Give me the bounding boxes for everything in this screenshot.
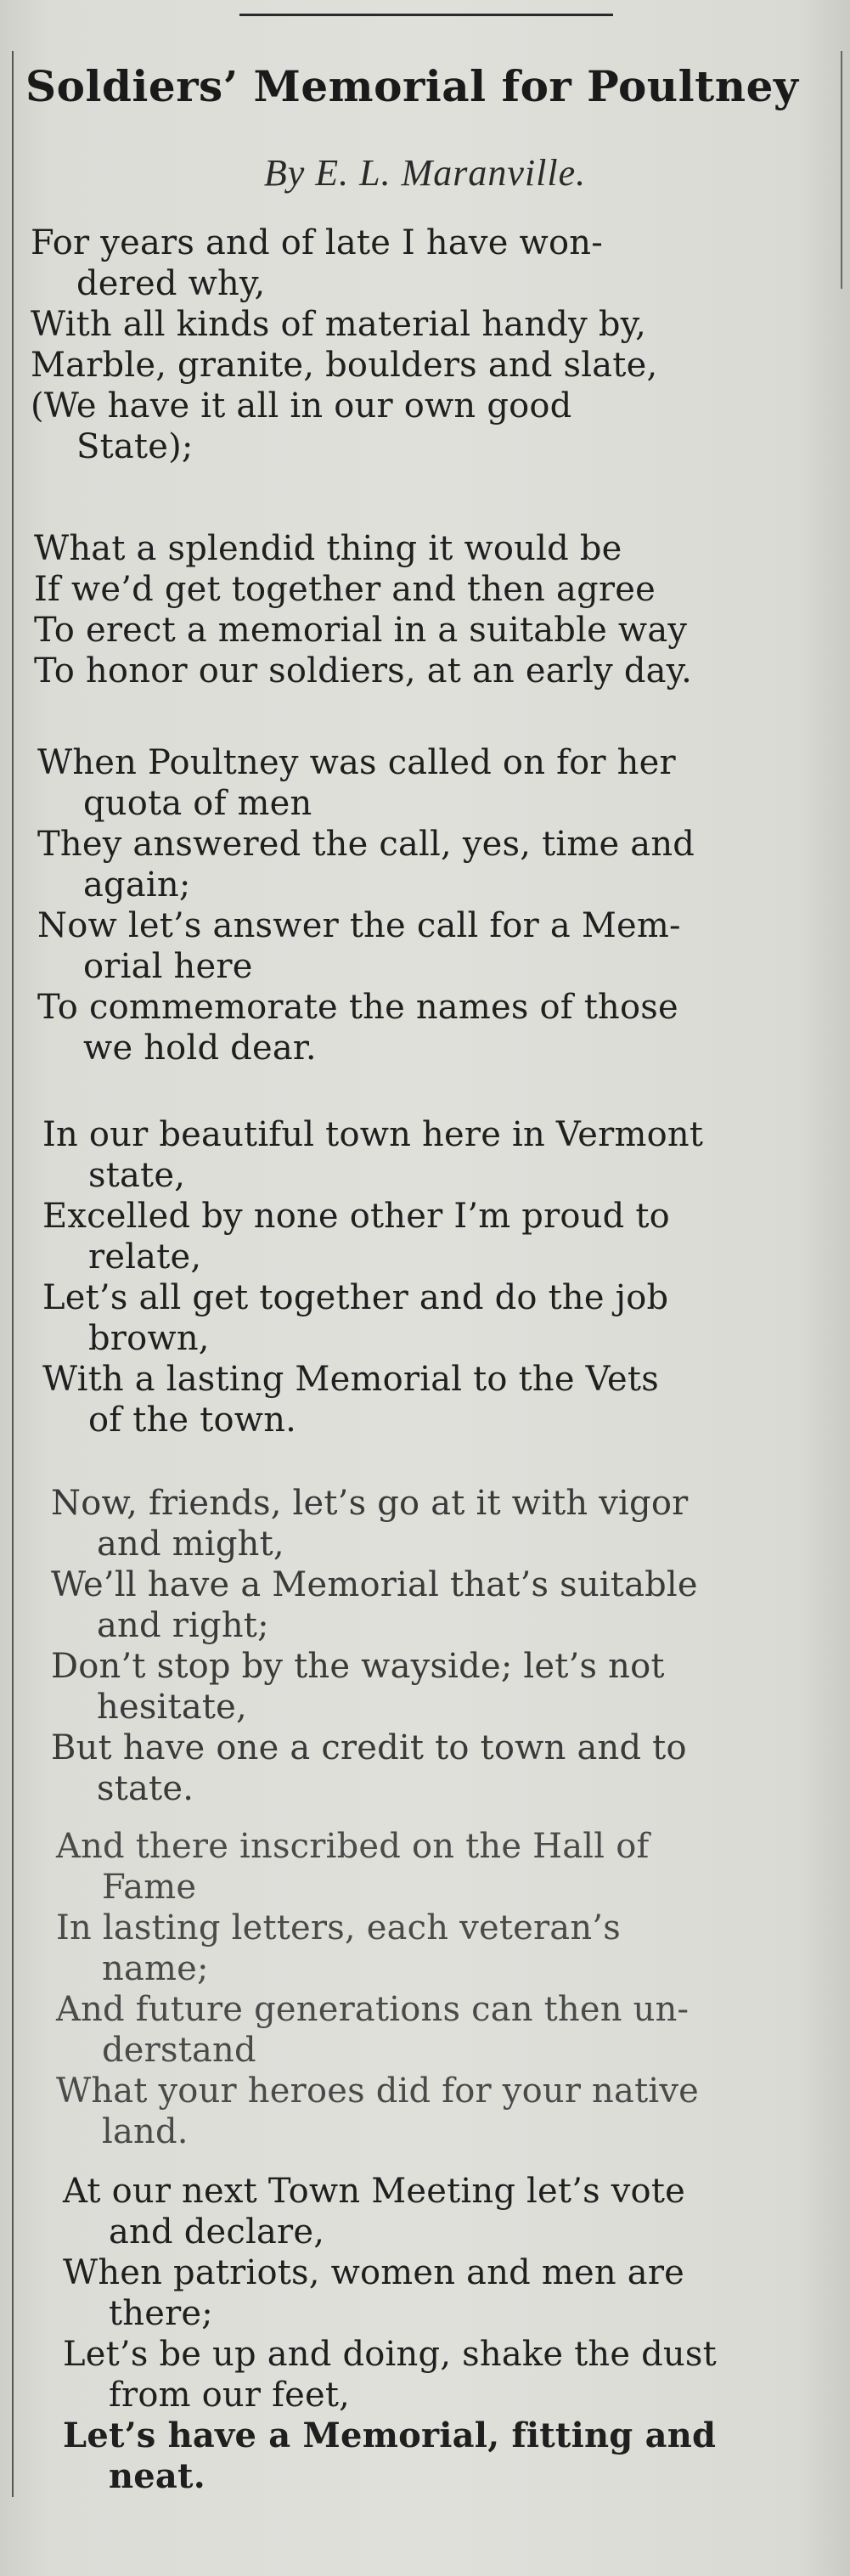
top-rule (239, 14, 613, 16)
poem-line: state, (88, 1156, 186, 1195)
stanza-1 (0, 223, 850, 467)
stanza-2 (0, 528, 850, 691)
poem-line: They answered the call, yes, time and (37, 825, 695, 864)
poem-line: In lasting letters, each veteran’s (56, 1908, 621, 1948)
poem-line: Let’s be up and doing, shake the dust (63, 2335, 717, 2374)
stanza-6 (0, 1826, 850, 2152)
poem-line: from our feet, (109, 2376, 351, 2415)
stanza-5 (0, 1483, 850, 1809)
poem-line: For years and of late I have won- (31, 223, 603, 262)
poem-line: To erect a memorial in a suitable way (34, 611, 688, 650)
poem-line: hesitate, (97, 1688, 247, 1727)
stanza-3 (0, 742, 850, 1068)
poem-line: When patriots, women and men are (63, 2253, 685, 2292)
poem-line: Now let’s answer the call for a Mem- (37, 906, 681, 945)
poem-line: And future generations can then un- (56, 1990, 690, 2029)
poem-line: If we’d get together and then agree (34, 570, 656, 609)
poem-line: (We have it all in our own good (31, 386, 572, 426)
poem-line: Fame (102, 1868, 197, 1907)
poem-line: state. (97, 1769, 194, 1808)
poem-line: Excelled by none other I’m proud to (42, 1197, 670, 1236)
poem-line: We’ll have a Memorial that’s suitable (51, 1565, 698, 1604)
poem-line: With all kinds of material handy by, (31, 305, 647, 344)
poem-line: And there inscribed on the Hall of (56, 1827, 650, 1866)
poem-line: relate, (88, 1237, 202, 1277)
byline: By E. L. Maranville. (263, 152, 587, 194)
poem-line: State); (76, 427, 194, 466)
poem-line: Let’s all get together and do the job (42, 1278, 669, 1317)
poem-line: To honor our soldiers, at an early day. (34, 651, 693, 691)
poem-line: What a splendid thing it would be (34, 529, 622, 568)
poem-line: orial here (83, 947, 253, 986)
poem-line: Now, friends, let’s go at it with vigor (51, 1484, 689, 1523)
poem-line: neat. (109, 2456, 205, 2496)
poem-line: In our beautiful town here in Vermont (42, 1115, 704, 1154)
poem-line: But have one a credit to town and to (51, 1728, 687, 1767)
poem-line: brown, (88, 1319, 210, 1358)
poem-line: When Poultney was called on for her (37, 743, 676, 782)
poem-line: Marble, granite, boulders and slate, (31, 346, 658, 385)
poem-line: quota of men (83, 784, 312, 823)
poem-line: Let’s have a Memorial, fitting and (63, 2415, 717, 2455)
poem-line: and declare, (109, 2212, 325, 2252)
poem-line: again; (83, 865, 191, 905)
poem-line: With a lasting Memorial to the Vets (42, 1360, 659, 1399)
poem-line: At our next Town Meeting let’s vote (63, 2172, 685, 2211)
poem-title: Soldiers’ Memorial for Poultney (25, 61, 799, 111)
poem-line: derstand (102, 2031, 256, 2070)
poem-line: and right; (97, 1606, 269, 1645)
poem-line: we hold dear. (83, 1029, 317, 1068)
poem-line: What your heroes did for your native (56, 2072, 700, 2111)
poem-line: land. (102, 2112, 189, 2151)
stanza-4 (0, 1114, 850, 1440)
poem-line: dered why, (76, 264, 266, 303)
poem-line: Don’t stop by the wayside; let’s not (51, 1647, 665, 1686)
poem-line: name; (102, 1949, 209, 1988)
poem-line: and might, (97, 1525, 284, 1564)
poem-line: there; (109, 2294, 213, 2333)
poem-line: To commemorate the names of those (37, 988, 678, 1027)
stanza-7 (0, 2171, 850, 2497)
poem-line: of the town. (88, 1401, 297, 1440)
